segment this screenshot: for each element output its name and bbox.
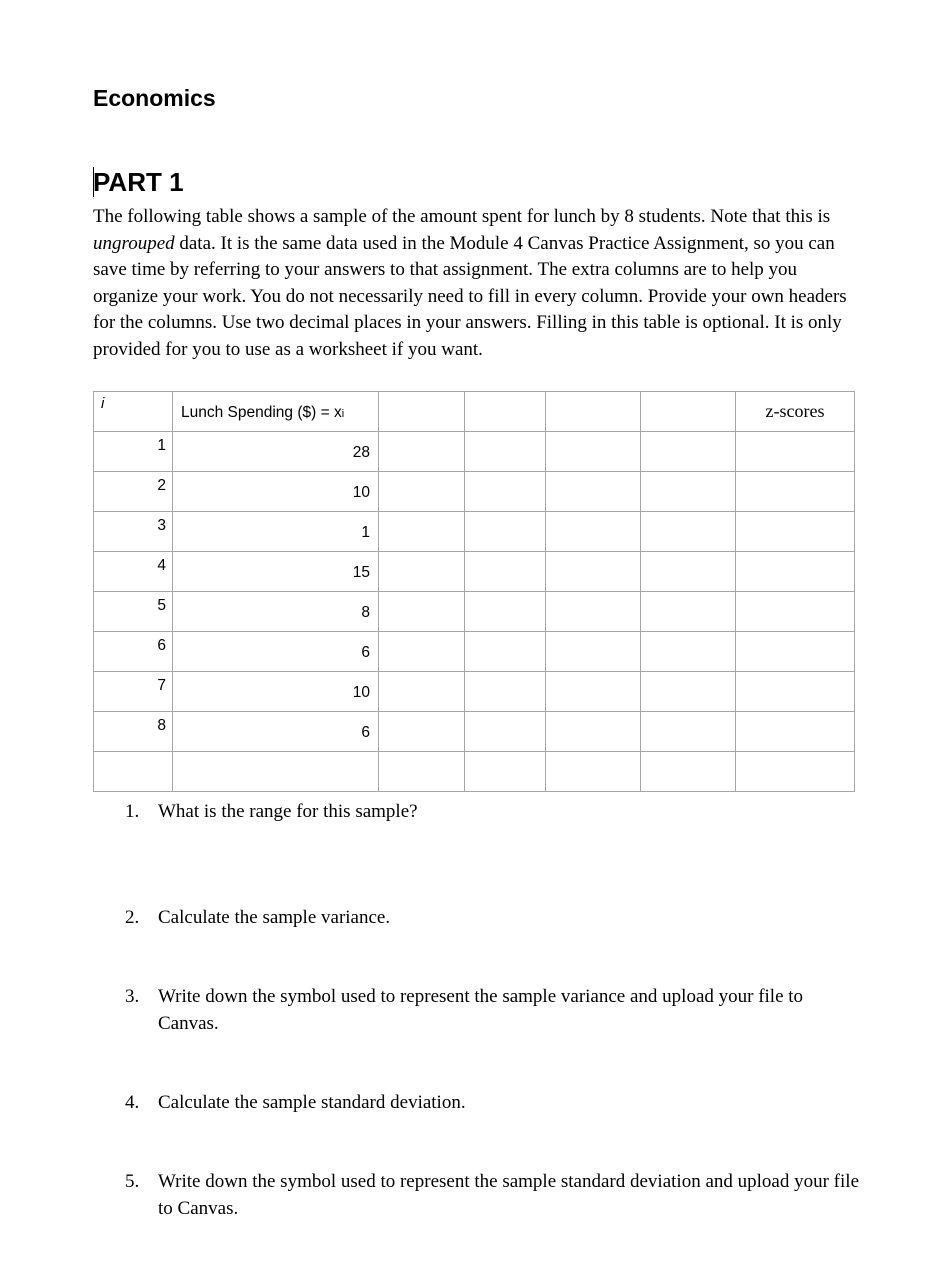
- cell-empty[interactable]: [465, 512, 546, 552]
- cell-empty[interactable]: [465, 672, 546, 712]
- cell-empty[interactable]: [379, 752, 465, 792]
- intro-text-1: The following table shows a sample of the amount spent for lunch by 8 students. Note that this is: [93, 206, 831, 227]
- cell-empty[interactable]: [736, 632, 855, 672]
- cell-empty[interactable]: [641, 512, 736, 552]
- cell-index[interactable]: [94, 712, 173, 752]
- lunch-spending-value: 28: [352, 444, 370, 461]
- part-title: PART 1: [93, 167, 184, 197]
- cell-empty[interactable]: [546, 632, 641, 672]
- cell-empty[interactable]: [379, 672, 465, 712]
- cell-empty[interactable]: [465, 472, 546, 512]
- cell-empty[interactable]: [546, 512, 641, 552]
- cell-empty[interactable]: [465, 552, 546, 592]
- cell-empty[interactable]: [736, 512, 855, 552]
- cell-index[interactable]: [94, 512, 173, 552]
- intro-paragraph: [93, 204, 853, 363]
- row-index: 5: [157, 597, 166, 614]
- cell-lunch-spending[interactable]: [173, 472, 379, 512]
- table-row-empty: [94, 752, 855, 792]
- table-row: [94, 552, 855, 592]
- lunch-spending-value: 6: [361, 644, 370, 661]
- cell-empty[interactable]: [465, 752, 546, 792]
- cell-empty[interactable]: [736, 552, 855, 592]
- worksheet-table: [93, 391, 855, 792]
- header-i-label: i: [101, 395, 105, 412]
- table-header-row: [94, 392, 855, 432]
- cell-empty[interactable]: [379, 432, 465, 472]
- cell-lunch-spending[interactable]: [173, 672, 379, 712]
- cell-empty[interactable]: [465, 592, 546, 632]
- lunch-spending-value: 10: [352, 684, 370, 701]
- row-index: 4: [157, 557, 166, 574]
- cell-lunch-spending[interactable]: [173, 432, 379, 472]
- cell-index[interactable]: [94, 632, 173, 672]
- cell-empty[interactable]: [736, 432, 855, 472]
- question-3: [125, 984, 865, 1037]
- cell-empty[interactable]: [736, 472, 855, 512]
- row-index: 6: [157, 637, 166, 654]
- row-index: 1: [157, 437, 166, 454]
- row-index: 8: [157, 717, 166, 734]
- header-z-label: z-scores: [765, 401, 825, 421]
- intro-text-2: data. It is the same data used in the Module 4 Canvas Practice Assignment, so you can save time by referring to your answers to that assignment. The extra columns are to help you organize your work. You do not necessarily need to fill in every column. Provide your own headers for the columns. Use two decimal places in your answers. Filling in this table is optional. It is only provided for you to use as a worksheet if you want.: [93, 232, 847, 360]
- question-2: [125, 905, 865, 932]
- question-5: [125, 1169, 865, 1222]
- cell-empty[interactable]: [173, 752, 379, 792]
- question-text: Calculate the sample standard deviation.: [158, 1092, 466, 1113]
- question-1: [125, 799, 865, 826]
- cell-index[interactable]: [94, 672, 173, 712]
- cell-empty[interactable]: [736, 752, 855, 792]
- row-index: 7: [157, 677, 166, 694]
- lunch-spending-value: 10: [352, 484, 370, 501]
- cell-empty[interactable]: [465, 432, 546, 472]
- cell-empty[interactable]: [465, 632, 546, 672]
- cell-empty[interactable]: [546, 432, 641, 472]
- cell-empty[interactable]: [641, 552, 736, 592]
- cell-lunch-spending[interactable]: [173, 592, 379, 632]
- cell-empty[interactable]: [546, 712, 641, 752]
- cell-index[interactable]: [94, 432, 173, 472]
- question-number: 5.: [125, 1171, 140, 1192]
- cell-index[interactable]: [94, 472, 173, 512]
- cell-lunch-spending[interactable]: [173, 552, 379, 592]
- lunch-spending-value: 8: [361, 604, 370, 621]
- cell-empty[interactable]: [379, 592, 465, 632]
- cell-empty[interactable]: [641, 752, 736, 792]
- question-text: Write down the symbol used to represent the sample variance and upload your file to Canvas.: [158, 986, 804, 1034]
- cell-empty[interactable]: [546, 672, 641, 712]
- cell-empty[interactable]: [641, 472, 736, 512]
- table-row: [94, 432, 855, 472]
- cell-empty[interactable]: [641, 672, 736, 712]
- question-number: 2.: [125, 907, 140, 928]
- header-cell-empty[interactable]: [465, 392, 546, 432]
- cell-empty[interactable]: [641, 432, 736, 472]
- question-text: Write down the symbol used to represent the sample standard deviation and upload your file to Canvas.: [158, 1171, 859, 1219]
- question-text: Calculate the sample variance.: [158, 907, 391, 928]
- cell-empty[interactable]: [546, 472, 641, 512]
- cell-empty[interactable]: [379, 472, 465, 512]
- intro-emphasis: ungrouped: [93, 232, 175, 254]
- question-number: 4.: [125, 1092, 140, 1113]
- header-lunch-subscript: i: [341, 408, 345, 420]
- question-text: What is the range for this sample?: [158, 801, 418, 822]
- header-cell-empty[interactable]: [379, 392, 465, 432]
- table-row: [94, 712, 855, 752]
- question-4: [125, 1090, 865, 1117]
- lunch-spending-value: 15: [352, 564, 370, 581]
- cell-empty[interactable]: [379, 512, 465, 552]
- cell-empty[interactable]: [641, 632, 736, 672]
- table-row: [94, 592, 855, 632]
- cell-empty[interactable]: [546, 592, 641, 632]
- cell-empty[interactable]: [379, 712, 465, 752]
- question-number: 3.: [125, 986, 140, 1007]
- header-lunch-text: Lunch Spending ($) = x: [181, 404, 342, 421]
- row-index: 2: [157, 477, 166, 494]
- header-lunch-label: [181, 404, 344, 422]
- table-row: [94, 512, 855, 552]
- table-row: [94, 672, 855, 712]
- header-cell-i[interactable]: [94, 392, 173, 432]
- cell-empty[interactable]: [379, 552, 465, 592]
- cell-index[interactable]: [94, 592, 173, 632]
- cell-empty[interactable]: [546, 552, 641, 592]
- cell-lunch-spending[interactable]: [173, 712, 379, 752]
- cell-empty[interactable]: [641, 592, 736, 632]
- row-index: 3: [157, 517, 166, 534]
- cell-lunch-spending[interactable]: [173, 632, 379, 672]
- cell-lunch-spending[interactable]: [173, 512, 379, 552]
- subject-heading: Economics: [93, 85, 216, 111]
- cell-empty[interactable]: [546, 752, 641, 792]
- cell-empty[interactable]: [736, 672, 855, 712]
- table-row: [94, 632, 855, 672]
- cell-index[interactable]: [94, 552, 173, 592]
- cell-empty[interactable]: [94, 752, 173, 792]
- header-cell-empty[interactable]: [641, 392, 736, 432]
- cell-empty[interactable]: [736, 712, 855, 752]
- cell-empty[interactable]: [465, 712, 546, 752]
- header-cell-z[interactable]: [736, 392, 855, 432]
- cell-empty[interactable]: [379, 632, 465, 672]
- lunch-spending-value: 6: [361, 724, 370, 741]
- header-cell-empty[interactable]: [546, 392, 641, 432]
- cell-empty[interactable]: [641, 712, 736, 752]
- header-cell-lunch[interactable]: [173, 392, 379, 432]
- table-row: [94, 472, 855, 512]
- lunch-spending-value: 1: [361, 524, 370, 541]
- question-number: 1.: [125, 801, 140, 822]
- cell-empty[interactable]: [736, 592, 855, 632]
